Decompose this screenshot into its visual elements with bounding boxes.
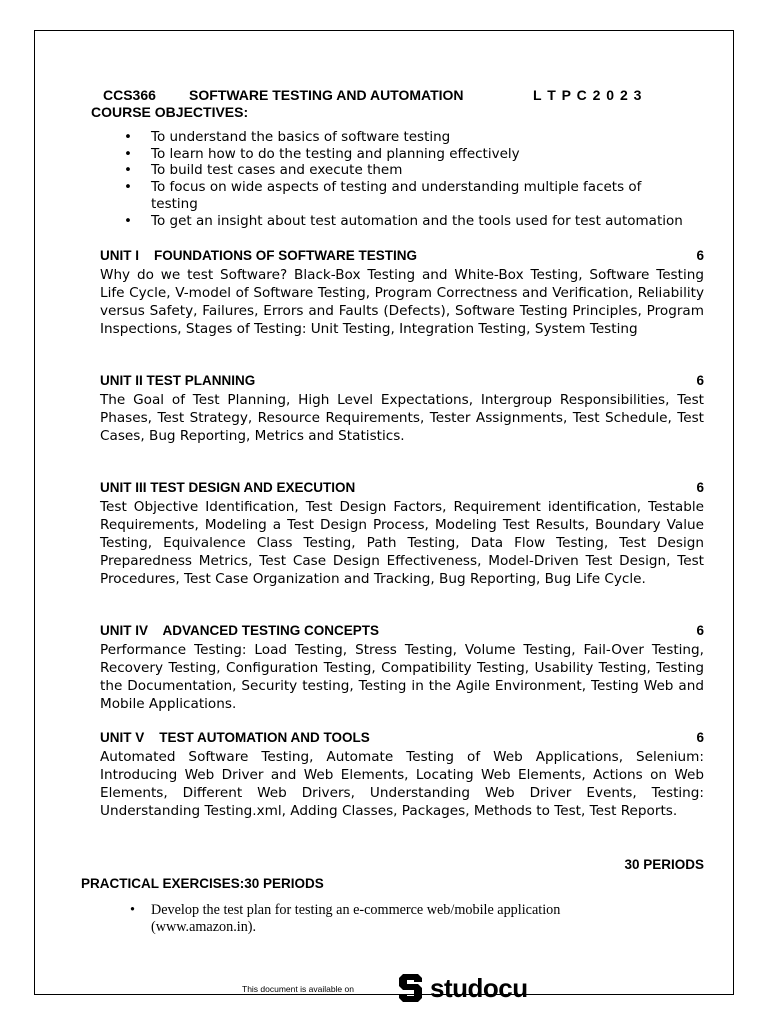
unit-syllabus: Performance Testing: Load Testing, Stress Testing, Volume Testing, Fail-Over Testing, Recovery Testing, Configuration Testing, Compatibility Testing, Usability Testing, Testing the Documentation, Security testing, Testing in the Agile Environment, Testing Web and Mobile Applications.: [100, 642, 704, 712]
unit-5: [100, 730, 704, 820]
unit-heading: [100, 373, 704, 391]
unit-hours: 6: [696, 373, 704, 388]
objective-item: • To get an insight about test automation and the tools used for test automation: [124, 213, 684, 230]
unit-syllabus: Automated Software Testing, Automate Testing of Web Applications, Selenium: Introducing Web Driver and Web Elements, Locating Web Elements, Actions on Web Elements, Different Web Drivers, Understanding Web Driver Events, Testing: Understanding Testing.xml, Adding Classes, Packages, Methods to Test, Test Reports.: [100, 749, 704, 819]
unit-hours: 6: [696, 730, 704, 745]
objective-item: • To build test cases and execute them: [124, 162, 684, 179]
objective-item: • To focus on wide aspects of testing and understanding multiple facets of testing: [124, 179, 684, 212]
unit-syllabus: Why do we test Software? Black-Box Testing and White-Box Testing, Software Testing Life Cycle, V-model of Software Testing, Program Correctness and Verification, Reliability versus Safety, Failures, Errors and Faults (Defects), Software Testing Principles, Program Inspections, Stages of Testing: Unit Testing, Integration Testing, System Testing: [100, 267, 704, 337]
footer-note: This document is available on: [242, 984, 354, 994]
objectives-heading: COURSE OBJECTIVES:: [91, 104, 249, 120]
unit-heading: [100, 248, 704, 266]
unit-1: [100, 248, 704, 338]
unit-hours: 6: [696, 248, 704, 263]
practical-heading: PRACTICAL EXERCISES:30 PERIODS: [81, 876, 324, 891]
course-title: SOFTWARE TESTING AND AUTOMATION: [189, 87, 464, 103]
unit-syllabus: The Goal of Test Planning, High Level Expectations, Intergroup Responsibilities, Test Phases, Test Strategy, Resource Requirements, Tester Assignments, Test Schedule, Test Cases, Bug Reporting, Metrics and Statistics.: [100, 392, 704, 444]
unit-4: [100, 623, 704, 713]
unit-hours: 6: [696, 480, 704, 495]
studocu-logo-icon: [396, 971, 426, 1005]
total-periods: 30 PERIODS: [624, 857, 704, 872]
practical-list: [130, 902, 650, 936]
studocu-brand-link[interactable]: [396, 970, 528, 1006]
studocu-wordmark: studocu: [430, 973, 528, 1003]
unit-heading: [100, 480, 704, 498]
unit-3: [100, 480, 704, 588]
unit-2: [100, 373, 704, 445]
objective-item: • To understand the basics of software testing: [124, 129, 684, 146]
unit-title: UNIT III TEST DESIGN AND EXECUTION: [100, 480, 356, 495]
unit-syllabus: Test Objective Identification, Test Design Factors, Requirement identification, Testable Requirements, Modeling a Test Design Process, Modeling Test Results, Boundary Value Testing, Equivalence Class Testing, Path Testing, Data Flow Testing, Test Design Preparedness Metrics, Test Case Design Effectiveness, Model-Driven Test Design, Test Procedures, Test Case Organization and Tracking, Bug Reporting, Bug Life Cycle.: [100, 499, 704, 587]
unit-heading: [100, 623, 704, 641]
unit-heading: [100, 730, 704, 748]
course-code: CCS366: [103, 87, 156, 103]
practical-item: • Develop the test plan for testing an e-commerce web/mobile application (www.amazon.in).: [130, 902, 650, 936]
unit-title: UNIT V TEST AUTOMATION AND TOOLS: [100, 730, 370, 745]
unit-title: UNIT I FOUNDATIONS OF SOFTWARE TESTING: [100, 248, 417, 263]
unit-title: UNIT II TEST PLANNING: [100, 373, 256, 388]
objectives-list: [124, 129, 684, 229]
course-ltpc: L T P C 2 0 2 3: [533, 87, 642, 103]
unit-hours: 6: [696, 623, 704, 638]
unit-title: UNIT IV ADVANCED TESTING CONCEPTS: [100, 623, 380, 638]
objective-item: • To learn how to do the testing and planning effectively: [124, 146, 684, 163]
